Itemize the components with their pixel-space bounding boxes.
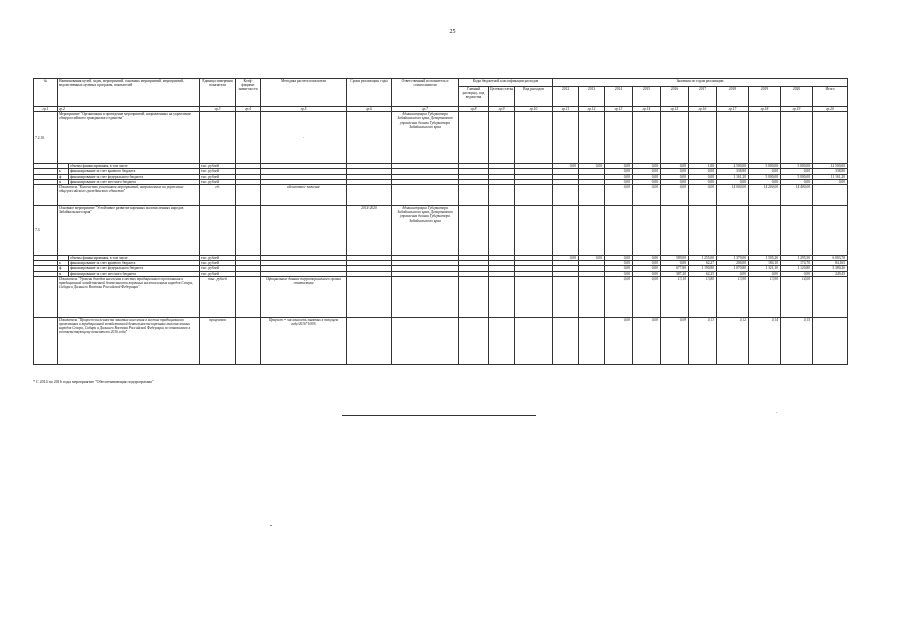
value-cell: 338,80 xyxy=(813,169,848,174)
value-cell: 1 505,20 xyxy=(749,256,781,261)
value-cell: 0,00 xyxy=(781,271,813,276)
value-cell: 0,00 xyxy=(633,185,661,206)
col-number: гр.16 xyxy=(689,107,717,112)
value-cell: 0,00 xyxy=(633,266,661,271)
value-cell: 1 379,00 xyxy=(717,256,749,261)
finance-label: финансирование за счет краевого бюджета xyxy=(69,169,200,174)
value-cell: 1 190,80 xyxy=(689,266,717,271)
header-coef: Коэф-фициент значи-мости xyxy=(236,79,261,107)
indicator-method: Официальные данные территориального органа статистики xyxy=(261,276,347,317)
finance-code: к xyxy=(58,261,69,266)
value-cell: 5 000,00 xyxy=(749,174,781,179)
value-cell: 677,80 xyxy=(661,266,689,271)
finance-label: финансирование за счет местного бюджета xyxy=(69,179,200,184)
value-cell: 0,00 xyxy=(605,317,633,364)
value-cell: 1 161,20 xyxy=(717,174,749,179)
value-cell: 0,00 xyxy=(633,174,661,179)
value-cell: 249,45 xyxy=(813,271,848,276)
col-number: гр.8 xyxy=(459,107,489,112)
value-cell: 0,00 xyxy=(605,256,633,261)
header-year: 2013 xyxy=(579,87,605,107)
value-cell: 200,00 xyxy=(717,261,749,266)
finance-code: к xyxy=(58,169,69,174)
indicator-row xyxy=(34,276,848,317)
value-cell: 13,90 xyxy=(749,276,781,317)
value-cell: 1 070,80 xyxy=(717,266,749,271)
col-number: гр.9 xyxy=(489,107,515,112)
value-cell: 5 000,00 xyxy=(781,164,813,169)
header-method: Методика расчета показателя xyxy=(261,79,347,107)
value-cell: 0,00 xyxy=(605,276,633,317)
value-cell: 0,00 xyxy=(605,164,633,169)
col-number: гр.20 xyxy=(813,107,848,112)
finance-unit: тыс. рублей xyxy=(200,261,236,266)
program-table xyxy=(33,78,848,365)
header-budget-group: Коды бюджетной классификации расходов xyxy=(459,79,553,87)
value-cell: 0,00 xyxy=(749,169,781,174)
finance-unit: тыс. рублей xyxy=(200,169,236,174)
value-cell: 0,00 xyxy=(749,271,781,276)
finance-unit: тыс. рублей xyxy=(200,266,236,271)
event-executor: Администрация Губернатора Забайкальского края, Департамент управления делами Губернатора Забайкальского края xyxy=(392,112,459,164)
indicator-name: Показатель "Уровень доходов населения в местах традиционного проживания и традиционной хозяйственной деятельности коренных малочисленных народов Севера, Сибири и Дальнего Востока Российской Федерации" xyxy=(58,276,200,317)
value-cell: 1 120,80 xyxy=(781,266,813,271)
value-cell: 14 000,00 xyxy=(717,185,749,206)
value-cell: 0,00 xyxy=(717,179,749,184)
col-number: гр.4 xyxy=(236,107,261,112)
header-budget-col: Главный распоряд., код ведомства xyxy=(459,87,489,107)
value-cell: 62,25 xyxy=(689,271,717,276)
value-cell: 11 161,20 xyxy=(813,174,848,179)
header-budget-col: Вид расходов xyxy=(515,87,553,107)
header-year: 2018 xyxy=(717,87,749,107)
signature-line xyxy=(342,415,536,416)
value-cell: 5 000,00 xyxy=(781,174,813,179)
header-values-group: Значения по годам реализации xyxy=(553,79,848,87)
indicator-method: абсолютное значение xyxy=(261,185,347,206)
col-number: гр.17 xyxy=(717,107,749,112)
value-cell: 0,12 xyxy=(717,317,749,364)
header-executor: Ответственный исполнитель и соисполнители xyxy=(392,79,459,107)
finance-unit: тыс. рублей xyxy=(200,174,236,179)
indicator-name: Показатель "Прирост численности занятых населения в местах традиционного проживания и традиционной хозяйственной деятельности коренных малочисленных народов Севера, Сибири и Дальнего Востока Российской Федерации по отношению к соответствующему показателю 2016 года" xyxy=(58,317,200,364)
event-row-7-3 xyxy=(34,206,848,256)
header-period: Сроки реализации, годы xyxy=(347,79,392,107)
col-number: гр.14 xyxy=(633,107,661,112)
value-cell: 0,00 xyxy=(717,271,749,276)
value-cell: 589,00 xyxy=(661,256,689,261)
header-year: Итого xyxy=(813,87,848,107)
finance-unit: тыс. рублей xyxy=(200,256,236,261)
indicator-row xyxy=(34,185,848,206)
value-cell: 13,80 xyxy=(689,276,717,317)
header-year: 2014 xyxy=(605,87,633,107)
event-name: Основное мероприятие "Устойчивое развитие коренных малочисленных народов Забайкальского края" xyxy=(58,206,200,256)
value-cell: 1 255,00 xyxy=(689,256,717,261)
value-cell: 14 200,00 xyxy=(749,185,781,206)
finance-code: ф xyxy=(58,266,69,271)
value-cell: 0,00 xyxy=(605,271,633,276)
value-cell: 0,00 xyxy=(689,185,717,206)
value-cell: 0,00 xyxy=(633,164,661,169)
event-name: Мероприятие "Организация и проведение мероприятий, направленных на укрепление общероссийского гражданского единства" xyxy=(58,112,200,164)
footnote: * С 2014 по 2016 годы мероприятие "Обеспечивающая подпрограмма" xyxy=(33,379,154,384)
value-cell: 0,00 xyxy=(605,169,633,174)
col-number: гр.1 xyxy=(34,107,58,112)
header-no: № xyxy=(34,79,58,107)
header-unit: Единица измерения показателя xyxy=(200,79,236,107)
col-number: гр.13 xyxy=(605,107,633,112)
value-cell: 0,13 xyxy=(689,317,717,364)
value-cell: 14 400,00 xyxy=(781,185,813,206)
value-cell: 184,10 xyxy=(749,261,781,266)
col-number: гр.6 xyxy=(347,107,392,112)
indicator-unit: тыс. рублей xyxy=(200,276,236,317)
value-cell: 1 321,10 xyxy=(749,266,781,271)
indicator-method: Прирост = численность занятых в текущем году/2016*100% xyxy=(261,317,347,364)
value-cell: 0,09 xyxy=(661,317,689,364)
col-number: гр.10 xyxy=(515,107,553,112)
value-cell: 1,00 xyxy=(689,164,717,169)
value-cell xyxy=(813,185,848,206)
event-row-7-2-10 xyxy=(34,112,848,164)
value-cell xyxy=(553,185,579,206)
finance-label: объемы финансирования, в том числе xyxy=(69,164,200,169)
value-cell: 174,70 xyxy=(781,261,813,266)
indicator-unit: процентов xyxy=(200,317,236,364)
value-cell: 2 500,00 xyxy=(717,164,749,169)
value-cell: 0,00 xyxy=(781,169,813,174)
value-cell: 0,00 xyxy=(553,256,579,261)
header-year: 2015 xyxy=(633,87,661,107)
value-cell: 0,00 xyxy=(579,164,605,169)
col-number: гр.12 xyxy=(579,107,605,112)
value-cell xyxy=(579,185,605,206)
finance-code: ф xyxy=(58,174,69,179)
col-number: гр.18 xyxy=(749,107,781,112)
col-number: гр.7 xyxy=(392,107,459,112)
col-number: гр.19 xyxy=(781,107,813,112)
value-cell: 13,90 xyxy=(717,276,749,317)
value-cell: 0,00 xyxy=(633,179,661,184)
page-number: 25 xyxy=(449,29,456,35)
value-cell: 0,00 xyxy=(605,261,633,266)
value-cell: 0,00 xyxy=(781,179,813,184)
value-cell: 0,00 xyxy=(633,261,661,266)
header-year: 2019 xyxy=(749,87,781,107)
value-cell xyxy=(813,317,848,364)
value-cell: 5 380,20 xyxy=(813,266,848,271)
value-cell: 0,00 xyxy=(749,179,781,184)
value-cell xyxy=(579,317,605,364)
value-cell: 0,00 xyxy=(661,164,689,169)
row-number: 7.3. xyxy=(34,206,58,256)
value-cell: 0,00 xyxy=(633,271,661,276)
value-cell: 13,10 xyxy=(661,276,689,317)
value-cell: 338,80 xyxy=(717,169,749,174)
finance-unit: тыс. рублей xyxy=(200,179,236,184)
value-cell: 0,15 xyxy=(781,317,813,364)
value-cell: 0,00 xyxy=(661,169,689,174)
finance-label: объемы финансирования, в том числе xyxy=(69,256,200,261)
header-name: Наименования целей, задач, мероприятий, основных мероприятий, мероприятий, ведомственных целевых программ, показателей xyxy=(58,79,200,107)
col-number: гр.15 xyxy=(661,107,689,112)
scan-speck xyxy=(270,525,272,526)
finance-code: м xyxy=(58,179,69,184)
empty-dash: - xyxy=(261,112,347,164)
value-cell: 387,20 xyxy=(661,271,689,276)
value-cell: 0,00 xyxy=(633,256,661,261)
finance-label: финансирование за счет федерального бюджета xyxy=(69,174,200,179)
value-cell xyxy=(579,276,605,317)
header-year: 2020 xyxy=(781,87,813,107)
value-cell: 0,00 xyxy=(633,169,661,174)
finance-label: финансирование за счет местного бюджета xyxy=(69,271,200,276)
side-mark: - xyxy=(776,410,778,415)
value-cell: 0,00 xyxy=(661,179,689,184)
value-cell: 62,27 xyxy=(689,261,717,266)
header-budget-col: Целевая статья xyxy=(489,87,515,107)
header-year: 2012 xyxy=(553,87,579,107)
value-cell: 6 003,70 xyxy=(813,256,848,261)
value-cell: 12 500,00 xyxy=(813,164,848,169)
value-cell: 0,00 xyxy=(689,169,717,174)
value-cell: 0,00 xyxy=(661,174,689,179)
value-cell: 1 295,50 xyxy=(781,256,813,261)
indicator-unit: ед. xyxy=(200,185,236,206)
value-cell: 0,00 xyxy=(553,164,579,169)
event-executor: Администрация Губернатора Забайкальского края, Департамент управления делами Губернатора Забайкальского края xyxy=(392,206,459,256)
indicator-name: Показатель "Количество участников мероприятий, направленных на укрепление общероссийского гражданского единства" xyxy=(58,185,200,206)
value-cell: 5 000,00 xyxy=(749,164,781,169)
value-cell: 0,00 xyxy=(605,185,633,206)
header-year: 2016 xyxy=(661,87,689,107)
header-year: 2017 xyxy=(689,87,717,107)
finance-label: финансирование за счет краевого бюджета xyxy=(69,261,200,266)
finance-code: м xyxy=(58,271,69,276)
value-cell: 0,00 xyxy=(605,174,633,179)
value-cell: 0,00 xyxy=(813,179,848,184)
value-cell xyxy=(813,276,848,317)
finance-unit: тыс. рублей xyxy=(200,271,236,276)
value-cell: 0,00 xyxy=(661,261,689,266)
value-cell: 84,165 xyxy=(813,261,848,266)
event-period: 2014-2020 xyxy=(347,206,392,256)
col-number: гр.3 xyxy=(200,107,236,112)
finance-unit: тыс. рублей xyxy=(200,164,236,169)
value-cell: 0,00 xyxy=(633,276,661,317)
col-number: гр.5 xyxy=(261,107,347,112)
value-cell: 14,00 xyxy=(781,276,813,317)
indicator-row xyxy=(34,317,848,364)
value-cell: 0,14 xyxy=(749,317,781,364)
value-cell: 0,00 xyxy=(605,266,633,271)
header-row-1 xyxy=(34,79,848,87)
value-cell: 0,00 xyxy=(689,174,717,179)
finance-label: финансирование за счет федерального бюджета xyxy=(69,266,200,271)
value-cell: 0,00 xyxy=(605,179,633,184)
value-cell: 0,00 xyxy=(579,256,605,261)
value-cell xyxy=(553,317,579,364)
value-cell: 0,00 xyxy=(633,317,661,364)
col-number: гр.2 xyxy=(58,107,200,112)
value-cell: 0,00 xyxy=(661,185,689,206)
col-number: гр.11 xyxy=(553,107,579,112)
value-cell: 0,00 xyxy=(689,179,717,184)
value-cell xyxy=(553,276,579,317)
row-number: 7.2.10. xyxy=(34,112,58,164)
